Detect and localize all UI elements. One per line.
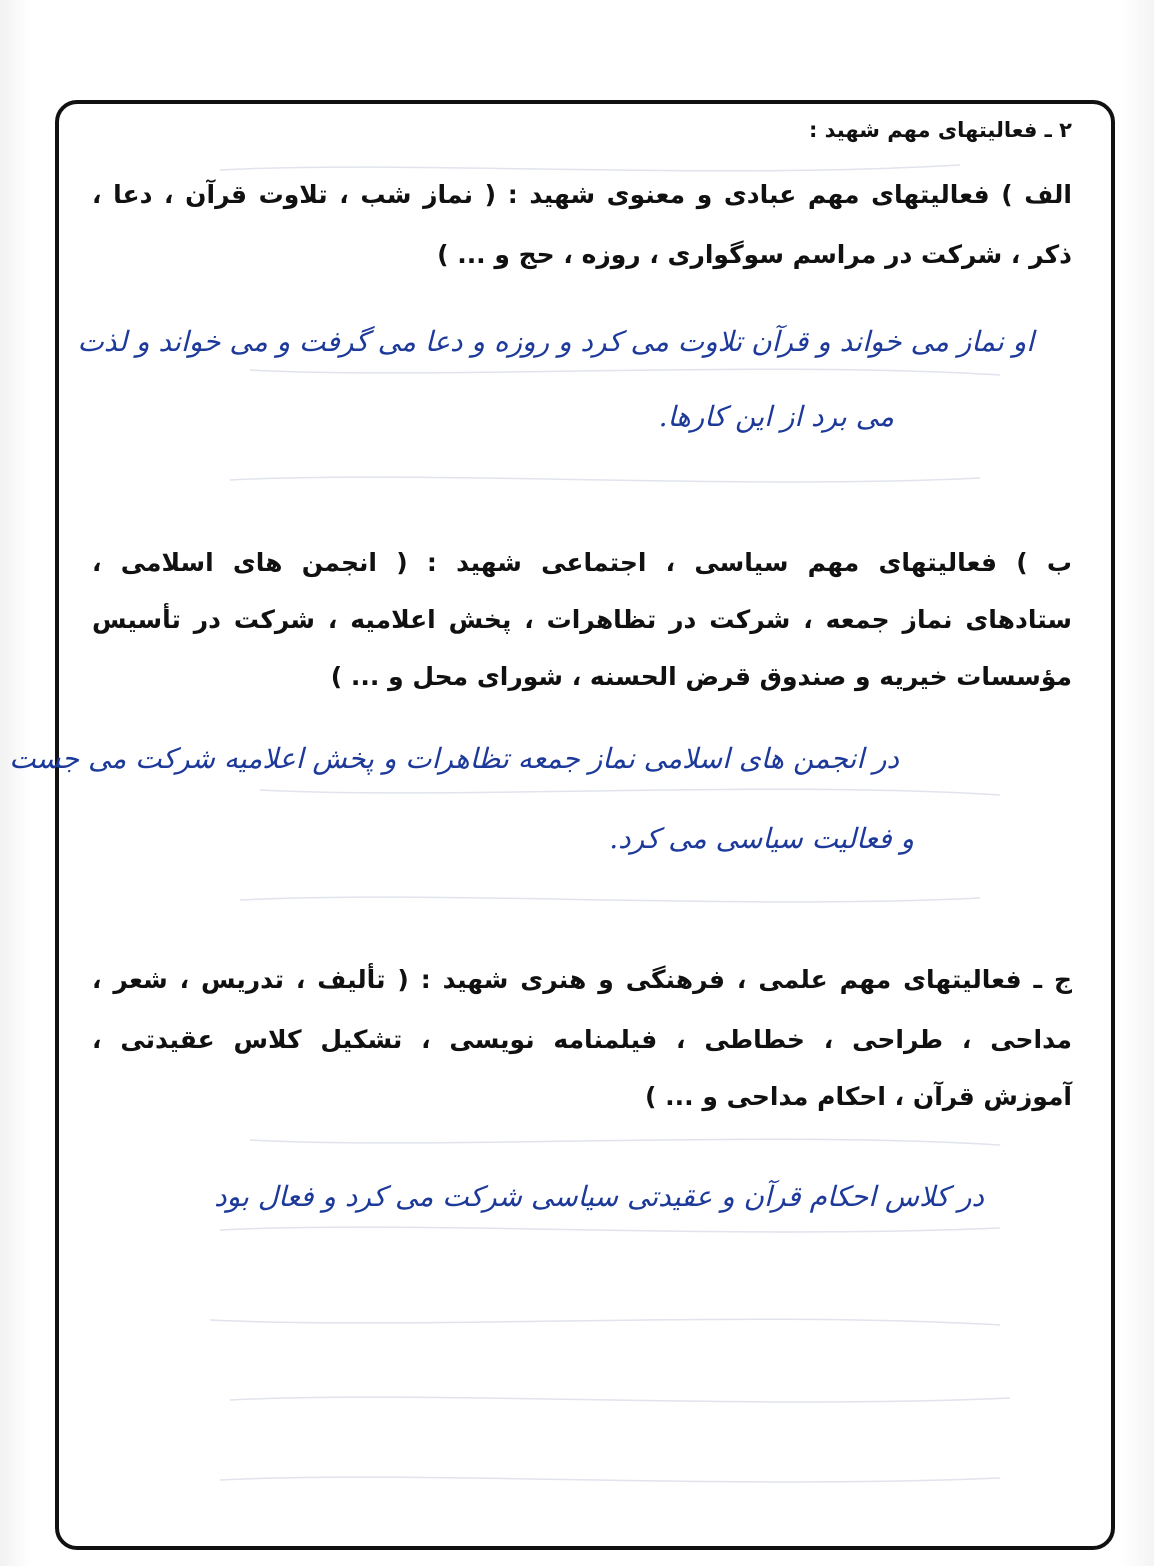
part-b-line-1: ب ) فعالیتهای مهم سیاسی ، اجتماعی شهید : ( انجمن های اسلامی ، (92, 548, 1072, 577)
part-a-handwritten-answer-line-2: می برد از این کارها. (658, 400, 894, 433)
part-b-line-3: مؤسسات خیریه و صندوق قرض الحسنه ، شورای محل و ... ) (330, 662, 1072, 691)
part-c-line-3: آموزش قرآن ، احکام مداحی و ... ) (645, 1082, 1072, 1111)
part-c-line-2: مداحی ، طراحی ، خطاطی ، فیلمنامه نویسی ، تشکیل کلاس عقیدتی ، (92, 1025, 1072, 1054)
part-b-handwritten-answer-line-2: و فعالیت سیاسی می کرد. (609, 822, 914, 855)
part-a-line-2: ذکر ، شرکت در مراسم سوگواری ، روزه ، حج و ... ) (437, 240, 1072, 269)
part-b-handwritten-answer-line-1: در انجمن های اسلامی نماز جمعه تظاهرات و پخش اعلامیه شرکت می جست (9, 742, 899, 775)
part-c-handwritten-answer-line-1: در کلاس احکام قرآن و عقیدتی سیاسی شرکت می کرد و فعال بود (214, 1180, 984, 1213)
part-a-line-1: الف ) فعالیتهای مهم عبادی و معنوی شهید : ( نماز شب ، تلاوت قرآن ، دعا ، (92, 180, 1072, 209)
part-c-line-1: ج ـ فعالیتهای مهم علمی ، فرهنگی و هنری شهید : ( تألیف ، تدریس ، شعر ، (92, 965, 1072, 994)
section-heading: ۲ ـ فعالیتهای مهم شهید : (808, 118, 1072, 142)
part-b-line-2: ستادهای نماز جمعه ، شرکت در تظاهرات ، پخش اعلامیه ، شرکت در تأسیس (92, 605, 1072, 634)
page-border-frame (55, 100, 1115, 1550)
part-a-handwritten-answer-line-1: او نماز می خواند و قرآن تلاوت می کرد و روزه و دعا می گرفت و می خواند و لذت (77, 325, 1034, 358)
